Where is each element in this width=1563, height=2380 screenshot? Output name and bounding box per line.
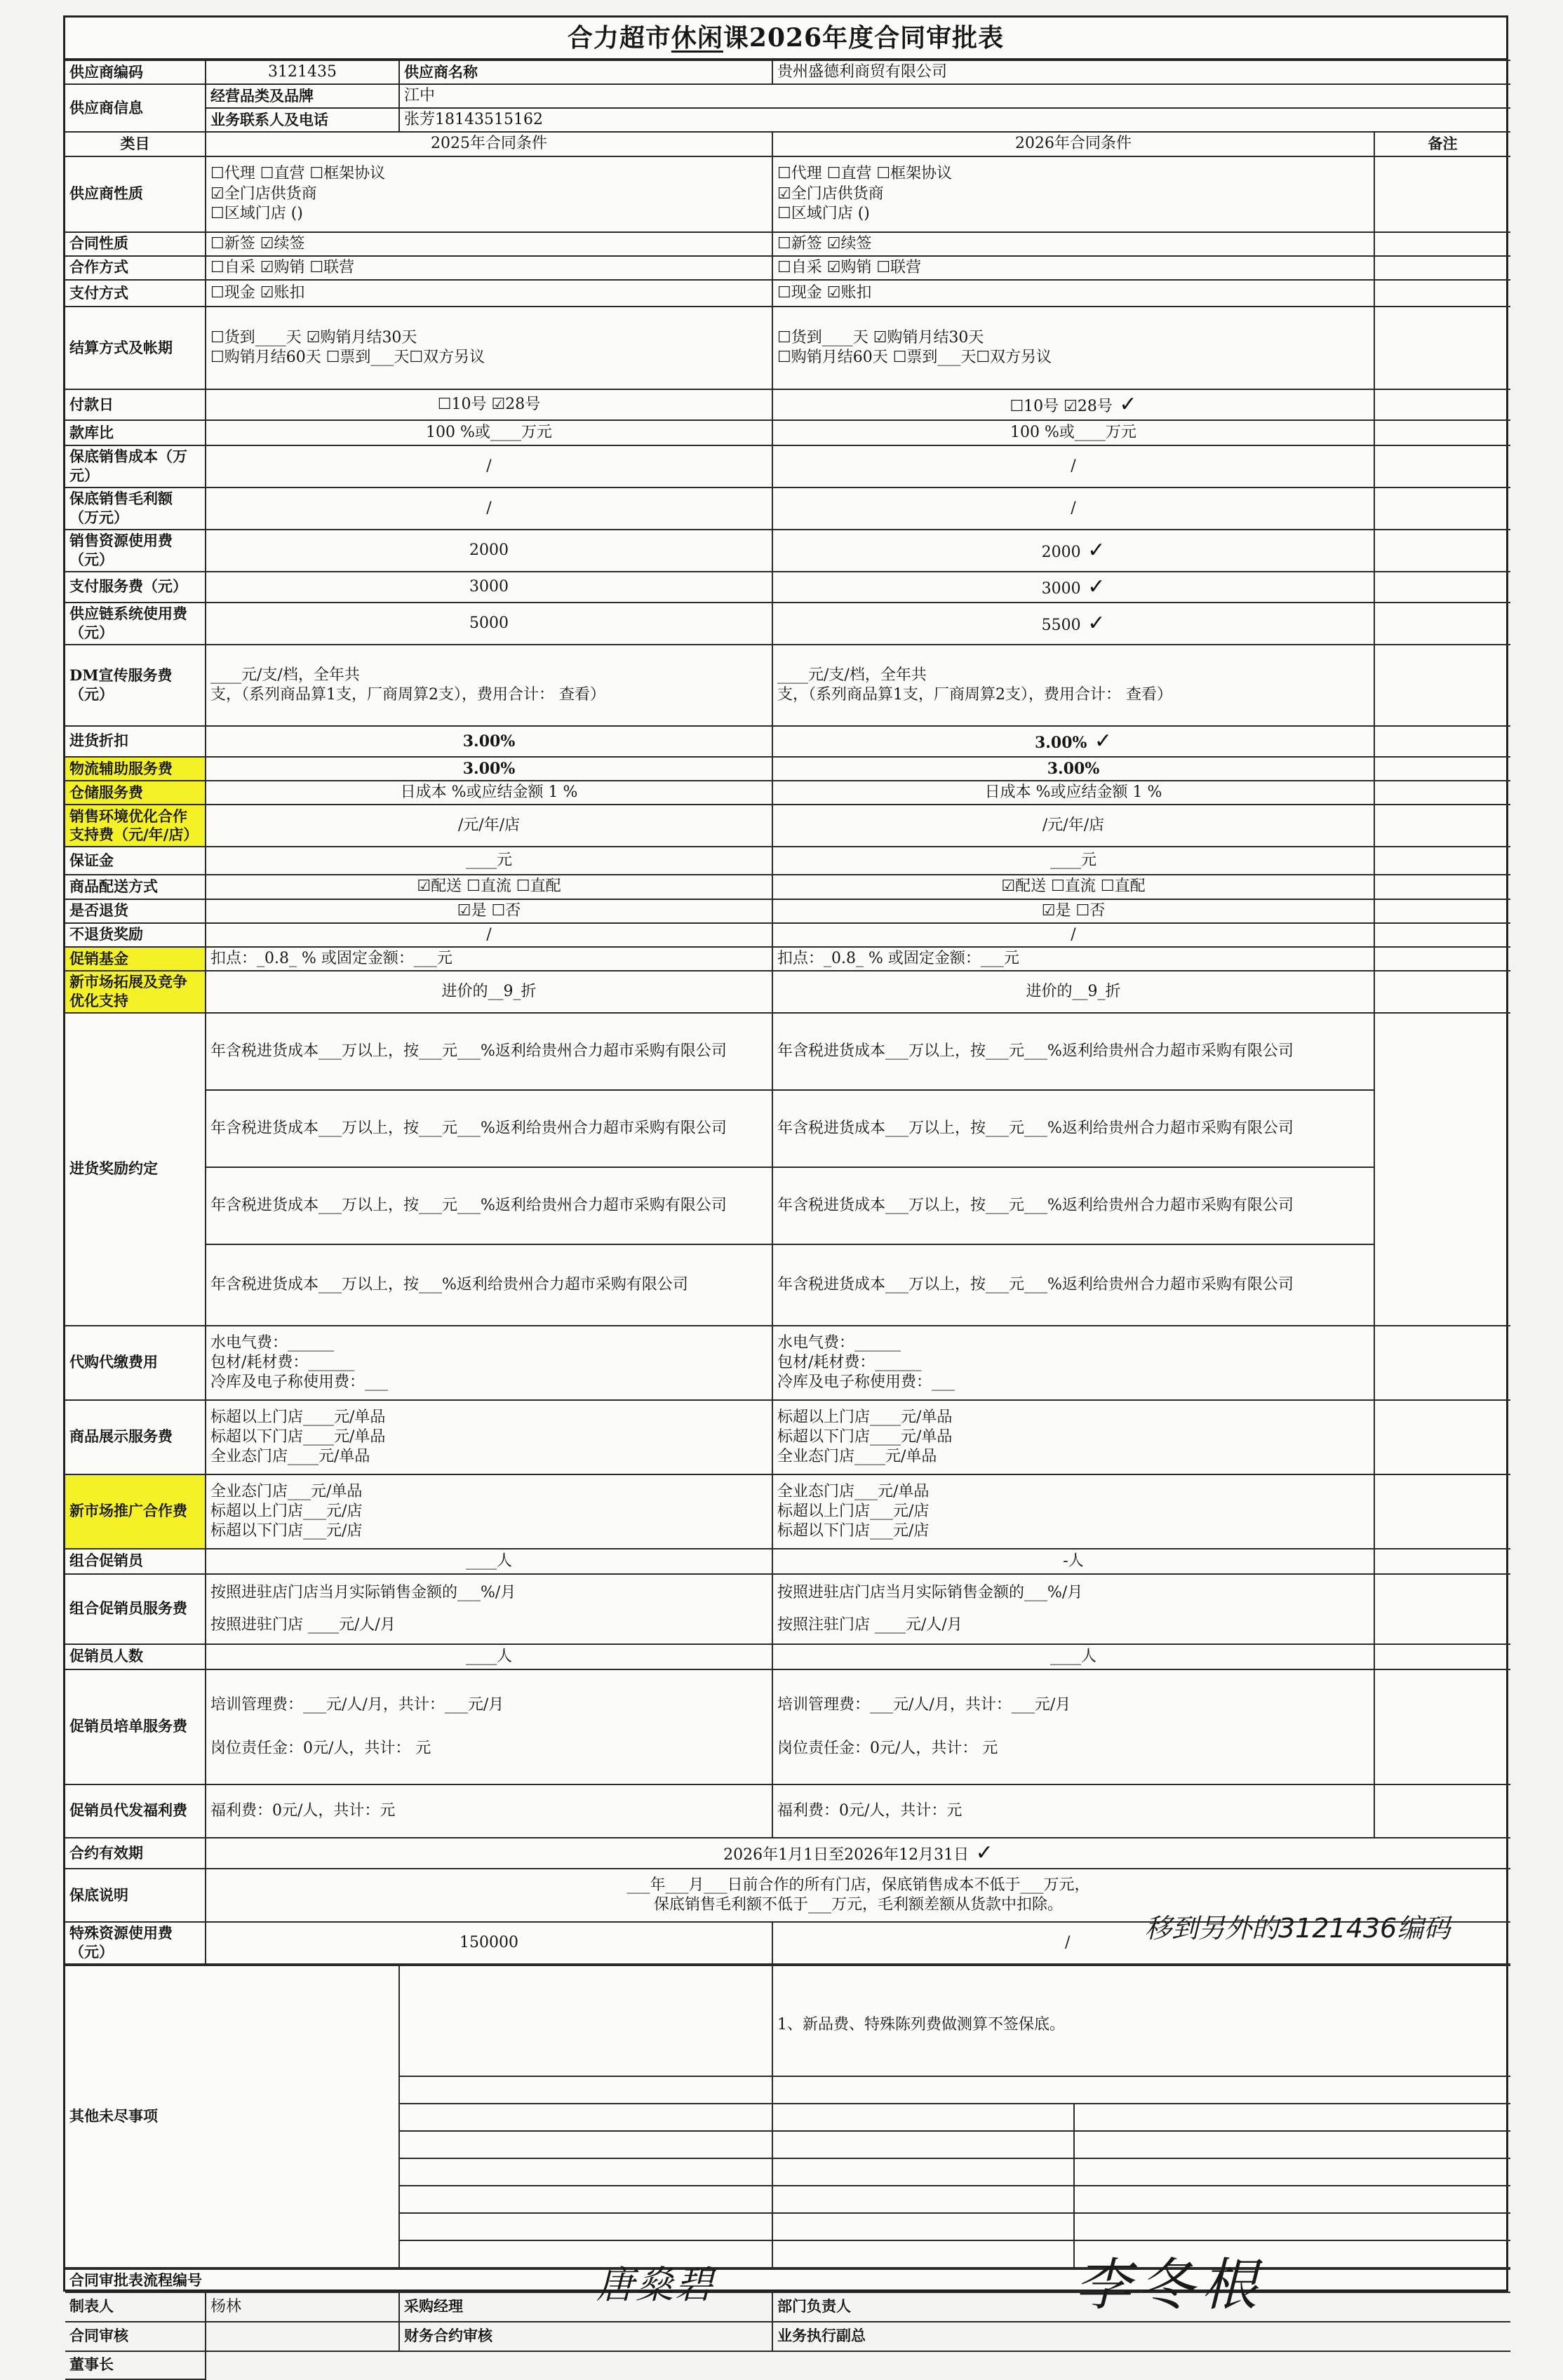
- display-2025-c: 全业态门店____元/单品: [210, 1447, 370, 1465]
- title-store: 合力超市: [567, 23, 671, 53]
- settle-2026: [772, 307, 1374, 389]
- display-2026-a: 标超以上门店____元/单品: [777, 1408, 953, 1426]
- finance-label: 财务合约审核: [399, 2322, 772, 2351]
- check-mark-icon: ✓: [1112, 391, 1137, 417]
- check-mark-icon: ✓: [1087, 728, 1113, 753]
- newmkt-2025: [206, 1474, 772, 1549]
- agent-2026-b: 包材/耗材费：______: [777, 1353, 922, 1371]
- logistics-2025: 3.00%: [206, 757, 772, 781]
- flow-number-label: 合同审批表流程编号: [65, 2269, 1510, 2292]
- remark-cell: [1374, 645, 1510, 726]
- discount-2026-text: 3.00%: [1034, 733, 1087, 752]
- train-2025-a: 培训管理费：___元/人/月，共计：___元/月: [210, 1695, 504, 1714]
- review-value: [206, 2322, 399, 2351]
- remark-cell: [1374, 307, 1510, 389]
- agent-2025-b: 包材/耗材费：______: [210, 1353, 355, 1371]
- signature-table: [65, 2252, 1510, 2380]
- dm-2026: [772, 645, 1374, 726]
- deposit-2025: ____元: [206, 847, 772, 875]
- resource-2025: 2000: [206, 530, 772, 572]
- remark-cell: [1374, 256, 1510, 280]
- nature-2025-c: ☐区域门店 (): [210, 204, 303, 222]
- valid-label: 合约有效期: [65, 1838, 206, 1869]
- check-mark-icon: ✓: [1080, 610, 1106, 636]
- supplier-code: 3121435: [206, 60, 399, 84]
- valid-value: 2026年1月1日至2026年12月31日: [723, 1845, 970, 1864]
- display-2026-b: 标超以下门店____元/单品: [777, 1427, 953, 1446]
- promo-label: 促销基金: [65, 947, 206, 971]
- payday-2026: [772, 389, 1374, 420]
- newmkt-2026-b: 标超以上门店___元/店: [777, 1502, 930, 1520]
- remark-cell: [1374, 1326, 1510, 1400]
- buyer-signature: 唐燊碧: [596, 2262, 714, 2307]
- blank-line: [399, 2240, 772, 2268]
- brand-label: 经营品类及品牌: [206, 84, 399, 108]
- remark-cell: [1374, 805, 1510, 847]
- dm-label: DM宣传服务费（元）: [65, 645, 206, 726]
- env-2025: /元/年/店: [206, 805, 772, 847]
- train-2025-b: 岗位责任金：0元/人，共计： 元: [210, 1739, 431, 1757]
- mincost-label: 保底销售成本（万元）: [65, 445, 206, 488]
- combosvc-2025: [206, 1574, 772, 1644]
- col-category: 类目: [65, 132, 206, 156]
- combo-2026: -人: [772, 1549, 1374, 1574]
- dept-head-cell: [772, 2252, 1510, 2322]
- newmkt-label: 新市场推广合作费: [65, 1474, 206, 1549]
- settle-label: 结算方式及帐期: [65, 307, 206, 389]
- agent-2026-a: 水电气费：______: [777, 1333, 901, 1352]
- chair-label: 董事长: [65, 2351, 206, 2379]
- remark-cell: [1374, 488, 1510, 530]
- other-2026: 1、新品费、特殊陈列费做测算不签保底。: [772, 1965, 1510, 2076]
- warehouse-label: 仓储服务费: [65, 781, 206, 805]
- agent-2026: [772, 1326, 1374, 1400]
- settle-2026-b: ☐购销月结60天 ☐票到___天☐双方另议: [777, 348, 1052, 366]
- nature-2026-a: ☐代理 ☐直营 ☐框架协议: [777, 165, 953, 183]
- minmargin-2026: /: [772, 488, 1374, 530]
- nature-2026-c: ☐区域门店 (): [777, 204, 870, 222]
- pay-2026: ☐现金 ☑账扣: [772, 280, 1374, 307]
- rebate-2025-4: 年含税进货成本___万以上，按___%返利给贵州合力超市采购有限公司: [206, 1244, 772, 1326]
- title-suffix: 课2026年度合同审批表: [723, 23, 1005, 53]
- guarantee-label: 保底说明: [65, 1869, 206, 1922]
- env-label: 销售环境优化合作支持费（元/年/店）: [65, 805, 206, 847]
- market-2026: 进价的__9_折: [772, 971, 1374, 1013]
- agent-label: 代购代缴费用: [65, 1326, 206, 1400]
- contract-2026: ☐新签 ☑续签: [772, 232, 1374, 256]
- remark-cell: [1374, 1474, 1510, 1549]
- discount-label: 进货折扣: [65, 726, 206, 757]
- rebate-2025-1: 年含税进货成本___万以上，按___元___%返利给贵州合力超市采购有限公司: [206, 1013, 772, 1090]
- exec-label: 业务执行副总: [772, 2322, 1510, 2351]
- remark-cell: [1374, 947, 1510, 971]
- agent-2025: [206, 1326, 772, 1400]
- nature-2025-b: ☑全门店供货商: [210, 184, 317, 203]
- contact-value: 张芳18143515162: [399, 108, 1510, 132]
- train-2026-a: 培训管理费：___元/人/月，共计：___元/月: [777, 1695, 1071, 1714]
- rebate-label: 进货奖励约定: [65, 1013, 206, 1326]
- remark-cell: [1374, 445, 1510, 488]
- guarantee-line-a: ___年___月___日前合作的所有门店，保底销售成本不低于___万元，: [626, 1876, 1090, 1895]
- noreturn-2025: /: [206, 923, 772, 947]
- delivery-label: 商品配送方式: [65, 875, 206, 899]
- nature-2026: [772, 156, 1374, 232]
- coop-2025: ☐自采 ☑购销 ☐联营: [206, 256, 772, 280]
- supplier-code-label: 供应商编码: [65, 60, 206, 84]
- stock-2026: 100 %或____万元: [772, 420, 1374, 445]
- train-label: 促销员培单服务费: [65, 1669, 206, 1784]
- nature-2026-b: ☑全门店供货商: [777, 184, 884, 203]
- settle-2025-b: ☐购销月结60天 ☐票到___天☐双方另议: [210, 348, 485, 366]
- promoter-label: 促销员人数: [65, 1644, 206, 1669]
- nature-2025-a: ☐代理 ☐直营 ☐框架协议: [210, 165, 386, 183]
- promo-2025: 扣点：_0.8_ % 或固定金额：___元: [206, 947, 772, 971]
- rebate-2025-3: 年含税进货成本___万以上，按___元___%返利给贵州合力超市采购有限公司: [206, 1167, 772, 1244]
- blank-line: [772, 2213, 1074, 2240]
- buyer-label: 采购经理: [404, 2297, 463, 2315]
- remark-cell: [1374, 232, 1510, 256]
- guarantee-line-b: 保底销售毛利额不低于___万元，毛利额差额从货款中扣除。: [654, 1896, 1064, 1914]
- dept-head-label: 部门负责人: [777, 2297, 851, 2315]
- blank-line: [772, 2240, 1074, 2268]
- blank-line: [772, 2131, 1074, 2158]
- dm-2026-a: ____元/支/档，全年共: [777, 666, 927, 684]
- contact-label: 业务联系人及电话: [206, 108, 399, 132]
- dept-head-signature: 李冬根: [1075, 2252, 1264, 2318]
- supply-2026: [772, 603, 1374, 645]
- discount-2025: 3.00%: [206, 726, 772, 757]
- settle-2025-a: ☐货到____天 ☑购销月结30天: [210, 328, 417, 347]
- dm-2025-b: 支，（系列商品算1支，厂商周算2支），费用合计： 查看）: [210, 685, 605, 704]
- agent-2026-c: 冷库及电子称使用费：___: [777, 1373, 955, 1391]
- return-2026: ☑是 ☐否: [772, 899, 1374, 923]
- deposit-2026: ____元: [772, 847, 1374, 875]
- check-mark-icon: ✓: [1080, 537, 1106, 563]
- pay-2025: ☐现金 ☑账扣: [206, 280, 772, 307]
- supply-2026-text: 5500: [1041, 616, 1081, 634]
- blank-line: [1074, 2158, 1510, 2186]
- dm-2025-a: ____元/支/档，全年共: [210, 666, 360, 684]
- blank-line: [399, 2213, 772, 2240]
- display-2026: [772, 1400, 1374, 1474]
- payday-2025: ☐10号 ☑28号: [206, 389, 772, 420]
- other-items-table: [65, 1965, 1510, 2268]
- rebate-2026-3: 年含税进货成本___万以上，按___元___%返利给贵州合力超市采购有限公司: [772, 1167, 1374, 1244]
- blank-line: [399, 2131, 772, 2158]
- supplier-info-label: 供应商信息: [65, 84, 206, 132]
- remark-cell: [1374, 781, 1510, 805]
- return-2025: ☑是 ☐否: [206, 899, 772, 923]
- special-label: 特殊资源使用费（元）: [65, 1922, 206, 1964]
- delivery-2025: ☑配送 ☐直流 ☐直配: [206, 875, 772, 899]
- remark-cell: [1374, 1549, 1510, 1574]
- settle-2026-a: ☐货到____天 ☑购销月结30天: [777, 328, 984, 347]
- remark-cell: [1374, 1669, 1510, 1784]
- supply-label: 供应链系统使用费（元）: [65, 603, 206, 645]
- contract-label: 合同性质: [65, 232, 206, 256]
- payservice-2026-text: 3000: [1041, 579, 1081, 598]
- stock-2025: 100 %或____万元: [206, 420, 772, 445]
- remark-cell: [1374, 899, 1510, 923]
- noreturn-label: 不退货奖励: [65, 923, 206, 947]
- remark-cell: [1374, 156, 1510, 232]
- blank-line: [772, 2104, 1074, 2131]
- display-2026-c: 全业态门店____元/单品: [777, 1447, 937, 1465]
- display-2025-b: 标超以下门店____元/单品: [210, 1427, 386, 1446]
- display-2025-a: 标超以上门店____元/单品: [210, 1408, 386, 1426]
- remark-cell: [1374, 280, 1510, 307]
- other-label: 其他未尽事项: [65, 1965, 399, 2268]
- combosvc-2026: [772, 1574, 1374, 1644]
- resource-2026-text: 2000: [1041, 543, 1081, 561]
- blank-line: [399, 2104, 772, 2131]
- remark-cell: [1374, 757, 1510, 781]
- minmargin-2025: /: [206, 488, 772, 530]
- discount-2026: [772, 726, 1374, 757]
- remark-cell: [1374, 1784, 1510, 1838]
- payservice-label: 支付服务费（元）: [65, 572, 206, 603]
- contract-table: [65, 60, 1510, 1965]
- rebate-2025-2: 年含税进货成本___万以上，按___元___%返利给贵州合力超市采购有限公司: [206, 1090, 772, 1167]
- mincost-2025: /: [206, 445, 772, 488]
- remark-cell: [1374, 1400, 1510, 1474]
- maker-name: 杨林: [206, 2292, 399, 2322]
- market-2025: 进价的__9_折: [206, 971, 772, 1013]
- warehouse-2025: 日成本 %或应结金额 1 %: [206, 781, 772, 805]
- logistics-label: 物流辅助服务费: [65, 757, 206, 781]
- contract-2025: ☐新签 ☑续签: [206, 232, 772, 256]
- remark-cell: [1374, 1013, 1510, 1326]
- combosvc-2026-a: 按照进驻店门店当月实际销售金额的___%/月: [777, 1583, 1083, 1601]
- payservice-2025: 3000: [206, 572, 772, 603]
- brand-value: 江中: [399, 84, 1510, 108]
- combosvc-label: 组合促销员服务费: [65, 1574, 206, 1644]
- coop-label: 合作方式: [65, 256, 206, 280]
- rebate-2026-2: 年含税进货成本___万以上，按___元___%返利给贵州合力超市采购有限公司: [772, 1090, 1374, 1167]
- deposit-label: 保证金: [65, 847, 206, 875]
- mincost-2026: /: [772, 445, 1374, 488]
- blank-line: [1074, 2213, 1510, 2240]
- display-label: 商品展示服务费: [65, 1400, 206, 1474]
- col-2025: 2025年合同条件: [206, 132, 772, 156]
- supplier-name: 贵州盛德利商贸有限公司: [772, 60, 1510, 84]
- special-2026: /: [1065, 1933, 1071, 1951]
- rebate-2026-1: 年含税进货成本___万以上，按___元___%返利给贵州合力超市采购有限公司: [772, 1013, 1374, 1090]
- market-label: 新市场拓展及竞争优化支持: [65, 971, 206, 1013]
- newmkt-2026: [772, 1474, 1374, 1549]
- warehouse-2026: 日成本 %或应结金额 1 %: [772, 781, 1374, 805]
- blank-line: [399, 2158, 772, 2186]
- newmkt-2025-c: 标超以下门店___元/店: [210, 1521, 363, 1540]
- promoter-2025: ____人: [206, 1644, 772, 1669]
- agent-2025-c: 冷库及电子称使用费：___: [210, 1373, 389, 1391]
- blank-line: [1074, 2131, 1510, 2158]
- special-2026-cell: [772, 1913, 1510, 1964]
- special-handwritten-note: 移到另外的3121436编码: [1145, 1913, 1451, 1944]
- remark-cell: [1374, 923, 1510, 947]
- chair-value: [206, 2351, 1510, 2379]
- maker-label: 制表人: [65, 2292, 206, 2322]
- remark-cell: [1374, 1644, 1510, 1669]
- remark-cell: [1374, 971, 1510, 1013]
- welfare-label: 促销员代发福利费: [65, 1784, 206, 1838]
- remark-cell: [1374, 389, 1510, 420]
- buyer-cell: [399, 2262, 772, 2322]
- train-2026-b: 岗位责任金：0元/人，共计： 元: [777, 1739, 998, 1757]
- resource-label: 销售资源使用费（元）: [65, 530, 206, 572]
- approval-form: [63, 15, 1508, 2374]
- blank-line: [1074, 2104, 1510, 2131]
- supply-2025: 5000: [206, 603, 772, 645]
- nature-2025: [206, 156, 772, 232]
- dm-2026-b: 支，（系列商品算1支，厂商周算2支），费用合计： 查看）: [777, 685, 1172, 704]
- coop-2026: ☐自采 ☑购销 ☐联营: [772, 256, 1374, 280]
- display-2025: [206, 1400, 772, 1474]
- promoter-2026: ____人: [772, 1644, 1374, 1669]
- remark-cell: [1374, 726, 1510, 757]
- review-label: 合同审核: [65, 2322, 206, 2351]
- form-title: [65, 18, 1506, 60]
- newmkt-2025-b: 标超以上门店___元/店: [210, 1502, 363, 1520]
- other-2025: [399, 1965, 772, 2076]
- check-mark-icon: ✓: [1080, 574, 1106, 599]
- blank-line: [399, 2186, 772, 2213]
- combosvc-2025-b: 按照进驻门店 ____元/人/月: [210, 1615, 396, 1634]
- blank-line: [772, 2158, 1074, 2186]
- noreturn-2026: /: [772, 923, 1374, 947]
- newmkt-2026-a: 全业态门店___元/单品: [777, 1482, 930, 1500]
- logistics-2026: 3.00%: [772, 757, 1374, 781]
- combosvc-2026-b: 按照注驻门店 ____元/人/月: [777, 1615, 962, 1634]
- train-2025: [206, 1669, 772, 1784]
- remark-cell: [1374, 572, 1510, 603]
- newmkt-2025-a: 全业态门店___元/单品: [210, 1482, 363, 1500]
- resource-2026: [772, 530, 1374, 572]
- agent-2025-a: 水电气费：______: [210, 1333, 335, 1352]
- remark-cell: [1374, 847, 1510, 875]
- blank-line: [1074, 2186, 1510, 2213]
- blank-line: [772, 2076, 1510, 2104]
- blank-line: [772, 2186, 1074, 2213]
- pay-label: 支付方式: [65, 280, 206, 307]
- check-mark-icon: ✓: [969, 1840, 993, 1865]
- newmkt-2026-c: 标超以下门店___元/店: [777, 1521, 930, 1540]
- valid-value-cell: [206, 1838, 1510, 1869]
- payday-2026-text: ☐10号 ☑28号: [1009, 397, 1113, 415]
- col-remark: 备注: [1374, 132, 1510, 156]
- remark-cell: [1374, 420, 1510, 445]
- supplier-name-label: 供应商名称: [399, 60, 772, 84]
- nature-label: 供应商性质: [65, 156, 206, 232]
- settle-2025: [206, 307, 772, 389]
- minmargin-label: 保底销售毛利额（万元）: [65, 488, 206, 530]
- welfare-2026: 福利费：0元/人，共计：元: [772, 1784, 1374, 1838]
- promo-2026: 扣点：_0.8_ % 或固定金额：___元: [772, 947, 1374, 971]
- remark-cell: [1374, 530, 1510, 572]
- rebate-2026-4: 年含税进货成本___万以上，按___元___%返利给贵州合力超市采购有限公司: [772, 1244, 1374, 1326]
- title-dept: 休闲: [671, 23, 723, 53]
- combo-2025: ____人: [206, 1549, 772, 1574]
- payservice-2026: [772, 572, 1374, 603]
- remark-cell: [1374, 603, 1510, 645]
- combosvc-2025-a: 按照进驻店门店当月实际销售金额的___%/月: [210, 1583, 516, 1601]
- return-label: 是否退货: [65, 899, 206, 923]
- special-2025: 150000: [206, 1922, 772, 1964]
- welfare-2025: 福利费：0元/人，共计：元: [206, 1784, 772, 1838]
- col-2026: 2026年合同条件: [772, 132, 1374, 156]
- env-2026: /元/年/店: [772, 805, 1374, 847]
- blank-line: [399, 2076, 772, 2104]
- remark-cell: [1374, 1574, 1510, 1644]
- train-2026: [772, 1669, 1374, 1784]
- combo-label: 组合促销员: [65, 1549, 206, 1574]
- remark-cell: [1374, 875, 1510, 899]
- stock-label: 款库比: [65, 420, 206, 445]
- payday-label: 付款日: [65, 389, 206, 420]
- delivery-2026: ☑配送 ☐直流 ☐直配: [772, 875, 1374, 899]
- dm-2025: [206, 645, 772, 726]
